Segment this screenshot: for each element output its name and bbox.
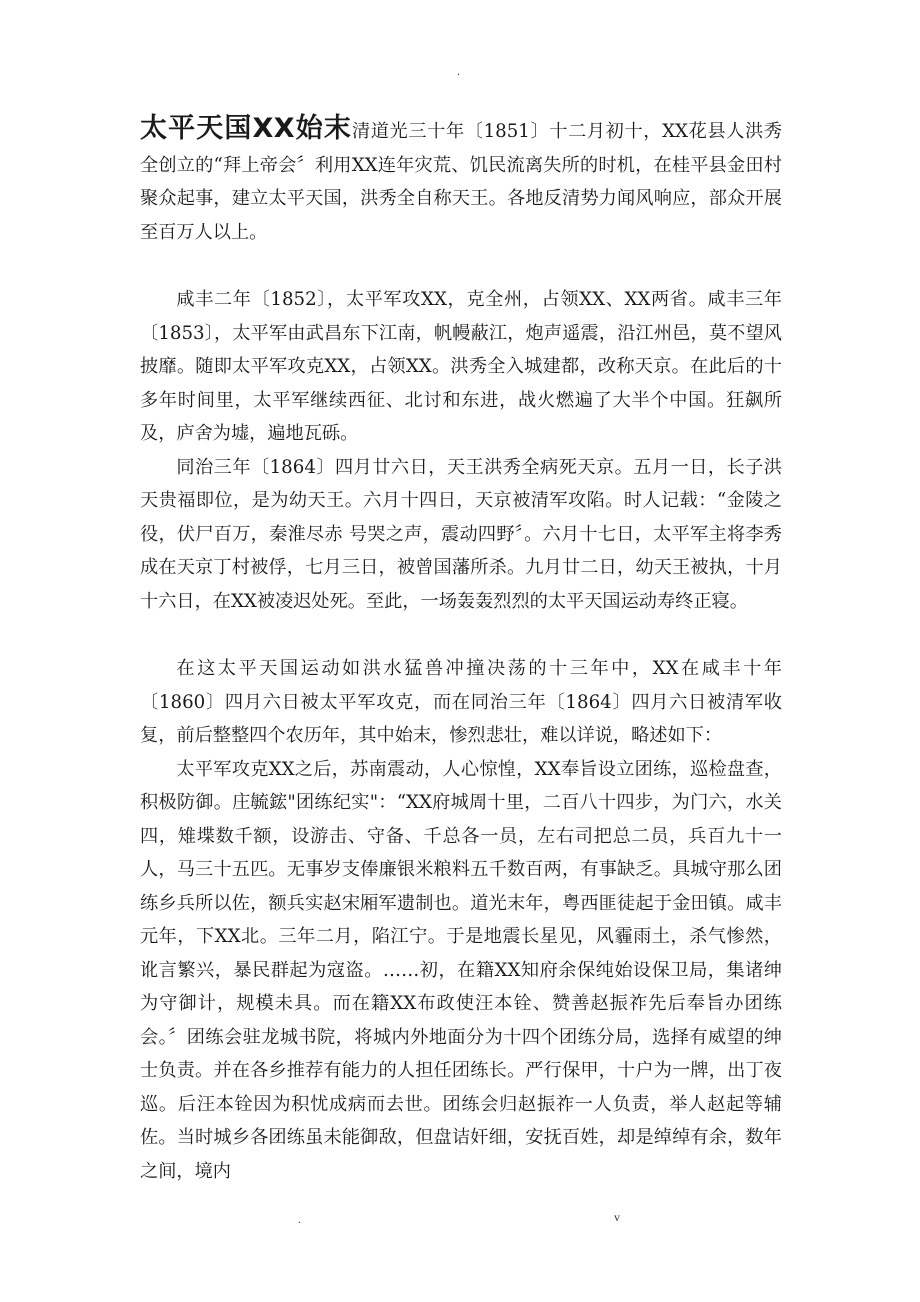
paragraph-gap xyxy=(140,618,782,652)
footer-right-mark: v xyxy=(614,1210,620,1224)
paragraph-2: 咸丰二年〔1852〕，太平军攻XX，克全州，占领XX、XX两省。咸丰三年〔1853〕，太平军由武昌东下江南，帆幔蔽江，炮声遥震，沿江州邑，莫不望风披靡。随即太平军攻克XX，占领XX。洪秀全入城建都，改称天京。在此后的十多年时间里，太平军继续西征、北讨和东进，战火燃遍了大半个中国。狂飙所及，庐舍为墟，遍地瓦砾。 xyxy=(140,289,782,444)
header-dot: . xyxy=(457,64,460,78)
paragraph-3: 同治三年〔1864〕四月廿六日，天王洪秀全病死天京。五月一日，长子洪天贵福即位，是为幼天王。六月十四日，天京被清军攻陷。时人记载：“金陵之役，伏尸百万，秦淮尽赤 号哭之声，震动四野〞。六月十七日，太平军主将李秀成在天京丁村被俘，七月三日，被曾国藩所杀。九月廿二日，幼天王被执，十月十六日，在XX被凌迟处死。至此，一场轰轰烈烈的太平天国运动寿终正寝。 xyxy=(140,456,782,612)
footer-left-dot: . xyxy=(298,1212,301,1226)
document-body xyxy=(140,112,782,1188)
paragraph-4: 在这太平天国运动如洪水猛兽冲撞决荡的十三年中，XX在咸丰十年〔1860〕四月六日被太平军攻克，而在同治三年〔1864〕四月六日被清军收复，前后整整四个农历年，其中始末，惨烈悲壮，难以详说，略述如下： xyxy=(140,658,782,746)
paragraph-1 xyxy=(140,112,782,249)
paragraph-5: 太平军攻克XX之后，苏南震动，人心惊惶，XX奉旨设立团练，巡检盘查，积极防御。庄毓鋐"团练纪实"：“XX府城周十里，二百八十四步，为门六，水关四，雉堞数千额，设游击、守备、千总各一员，左右司把总二员，兵百九十一人，马三十五匹。无事岁支俸廉银米粮料五千数百两，有事缺乏。具城守那么团练乡兵所以佐，额兵实赵宋厢军遗制也。道光末年，粤西匪徒起于金田镇。咸丰元年，下XX北。三年二月，陷江宁。于是地震长星见，风霾雨土，杀气惨然，讹言繁兴，暴民群起为寇盗。……初，在籍XX知府余保纯始设保卫局，集诸绅为守御计，规模未具。而在籍XX布政使汪本铨、赞善赵振祚先后奉旨办团练会。〞团练会驻龙城书院，将城内外地面分为十四个团练分局，选择有威望的绅士负责。并在各乡推荐有能力的人担任团练长。严行保甲，十户为一牌，出丁夜巡。后汪本铨因为积忧成病而去世。团练会归赵振祚一人负责，举人赵起等辅佐。当时城乡各团练虽未能御敌，但盘诘奸细，安抚百姓，却是绰绰有余，数年之间，境内 xyxy=(140,758,782,1182)
document-title: 太平天国XX始末 xyxy=(140,113,352,144)
paragraph-gap xyxy=(140,249,782,283)
paragraph-1-text: 清道光三十年〔1851〕十二月初十，XX花县人洪秀全创立的“拜上帝会〞利用XX连年灾荒、饥民流离失所的时机，在桂平县金田村聚众起事，建立太平天国，洪秀全自称天王。各地反清势力闻风响应，部众开展至百万人以上。 xyxy=(140,121,783,243)
